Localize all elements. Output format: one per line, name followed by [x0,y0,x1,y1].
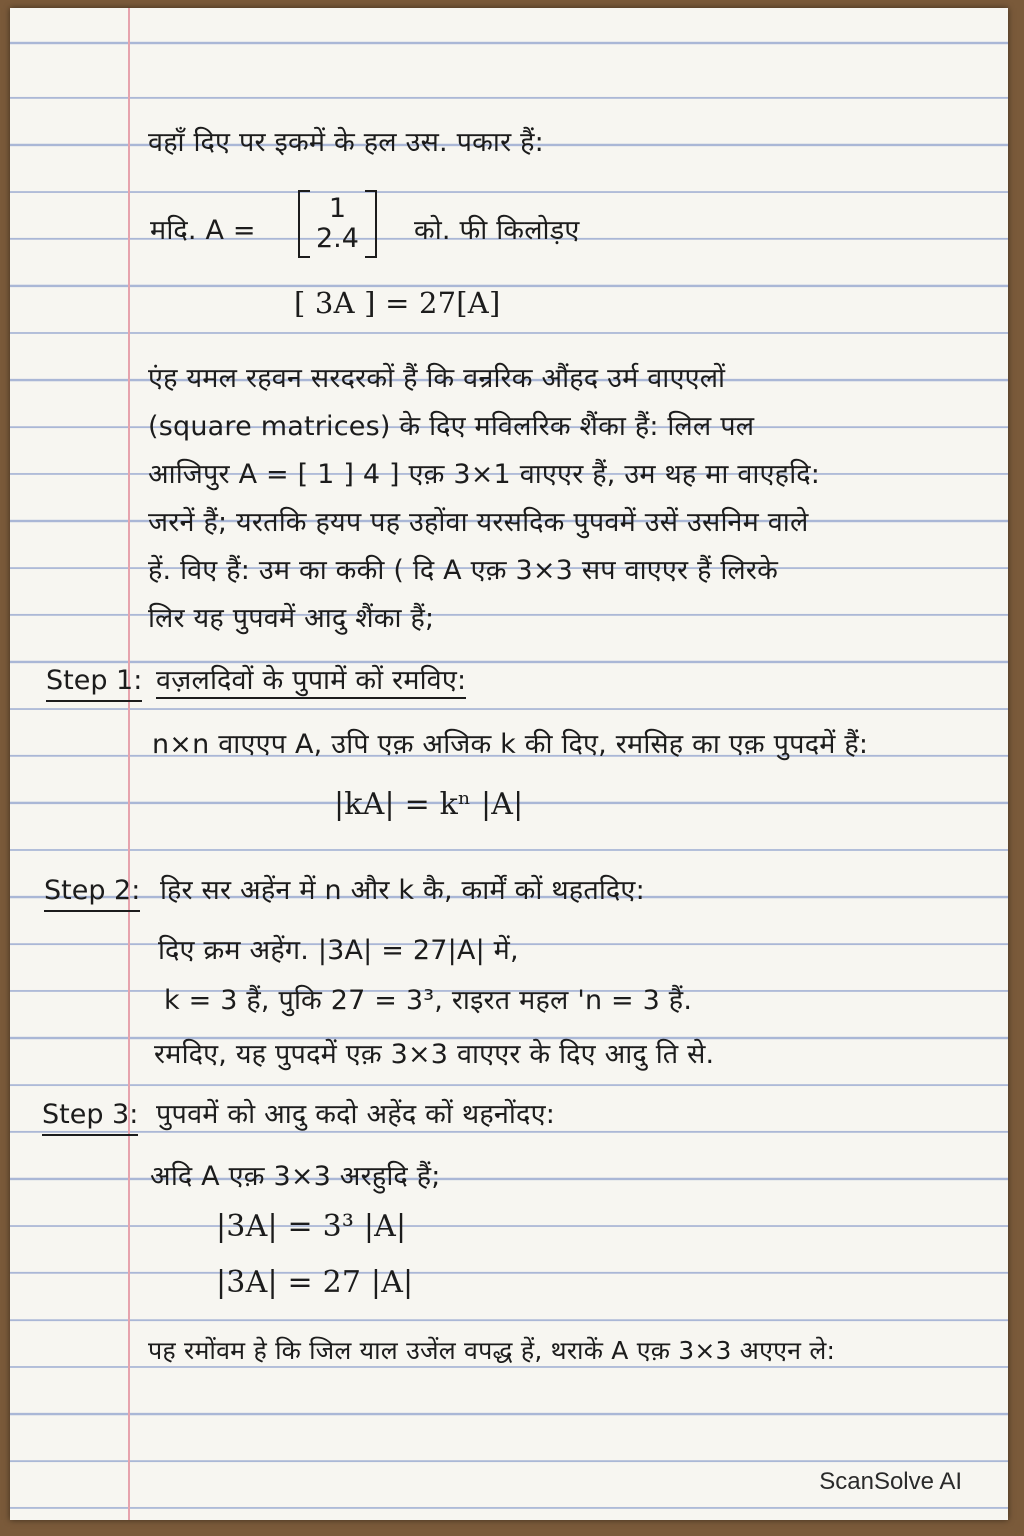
step1-line: n×n वाएएप A, उपि एक़ अजिक k की दिए, रमसिह का एक़ पुपदमें हैं: [152,729,869,760]
step2-line-2: k = 3 हैं, पुकि 27 = 3³, राइरत महल 'n = 3 हैं. [164,985,693,1016]
step1-heading-text: वज़लदिवों के पुपामें कों रमविए: [156,665,466,699]
paragraph-line-4: जरनें हैं; यरतकि हयप पह उहोंवा यरसदिक पुपवमें उसें उसनिम वाले [148,507,809,538]
step2-line-1: दिए क्रम अहेंग. |3A| = 27|A| में, [158,935,519,966]
step1-formula: |kA| = kⁿ |A| [334,787,524,822]
given-suffix: को. फी किलोड़ए [414,215,580,246]
step1-heading [156,664,466,698]
matrix-cells [310,194,365,254]
paragraph-line-1: एंह यमल रहवन सरदरकों हैं कि वन्ररिक औंहद उर्म वाएएलों [148,363,726,394]
step3-heading: पुपवमें को आदु कदो अहेंद कों थहनोंदए: [156,1099,556,1130]
paragraph-line-5: हें. विए हैं: उम का ककी ( दि A एक़ 3×3 सप वाएएर हैं लिरके [148,555,779,586]
matrix-entry-1: 1 [328,193,347,224]
step3-eq2: |3A| = 27 |A| [216,1265,414,1300]
intro-line: वहाँ दिए पर इकमें के हल उस. पकार हैं: [148,127,544,158]
paragraph-line-2: (square matrices) के दिए मविलरिक शैंका हैं: लिल पल [148,411,755,442]
paragraph-line-3: आजिपुर A = [ 1 ] 4 ] एक़ 3×1 वाएएर हैं, उम थह मा वाएहदि: [148,459,821,490]
step2-line-3: रमदिए, यह पुपदमें एक़ 3×3 वाएएर के दिए आदु ति से. [154,1039,715,1070]
step3-label: Step 3: [42,1098,138,1136]
matrix-entry-2: 2.4 [316,223,359,254]
right-bracket [365,190,377,258]
margin-line [128,8,130,1520]
step2-label: Step 2: [44,874,140,912]
left-bracket [298,190,310,258]
step3-eq1: |3A| = 3³ |A| [216,1209,407,1244]
given-equation: [ 3A ] = 27[A] [294,286,501,320]
step3-line: अदि A एक़ 3×3 अरहुदि हैं; [150,1161,441,1192]
paragraph-line-6: लिर यह पुपवमें आदु शैंका हैं; [148,603,435,634]
step1-label: Step 1: [46,664,142,702]
step2-heading: हिर सर अहेंन में n और k कै, कार्में कों थहतदिए: [160,875,645,906]
given-matrix [298,190,377,258]
given-prefix: मदि. A = [150,215,256,246]
step3-conclusion: पह रमोंवम हे कि जिल याल उजेंल वपद्ध हें, थराकें A एक़ 3×3 अएएन ले: [148,1336,836,1365]
notebook-page [10,8,1008,1520]
watermark: ScanSolve AI [819,1468,962,1495]
